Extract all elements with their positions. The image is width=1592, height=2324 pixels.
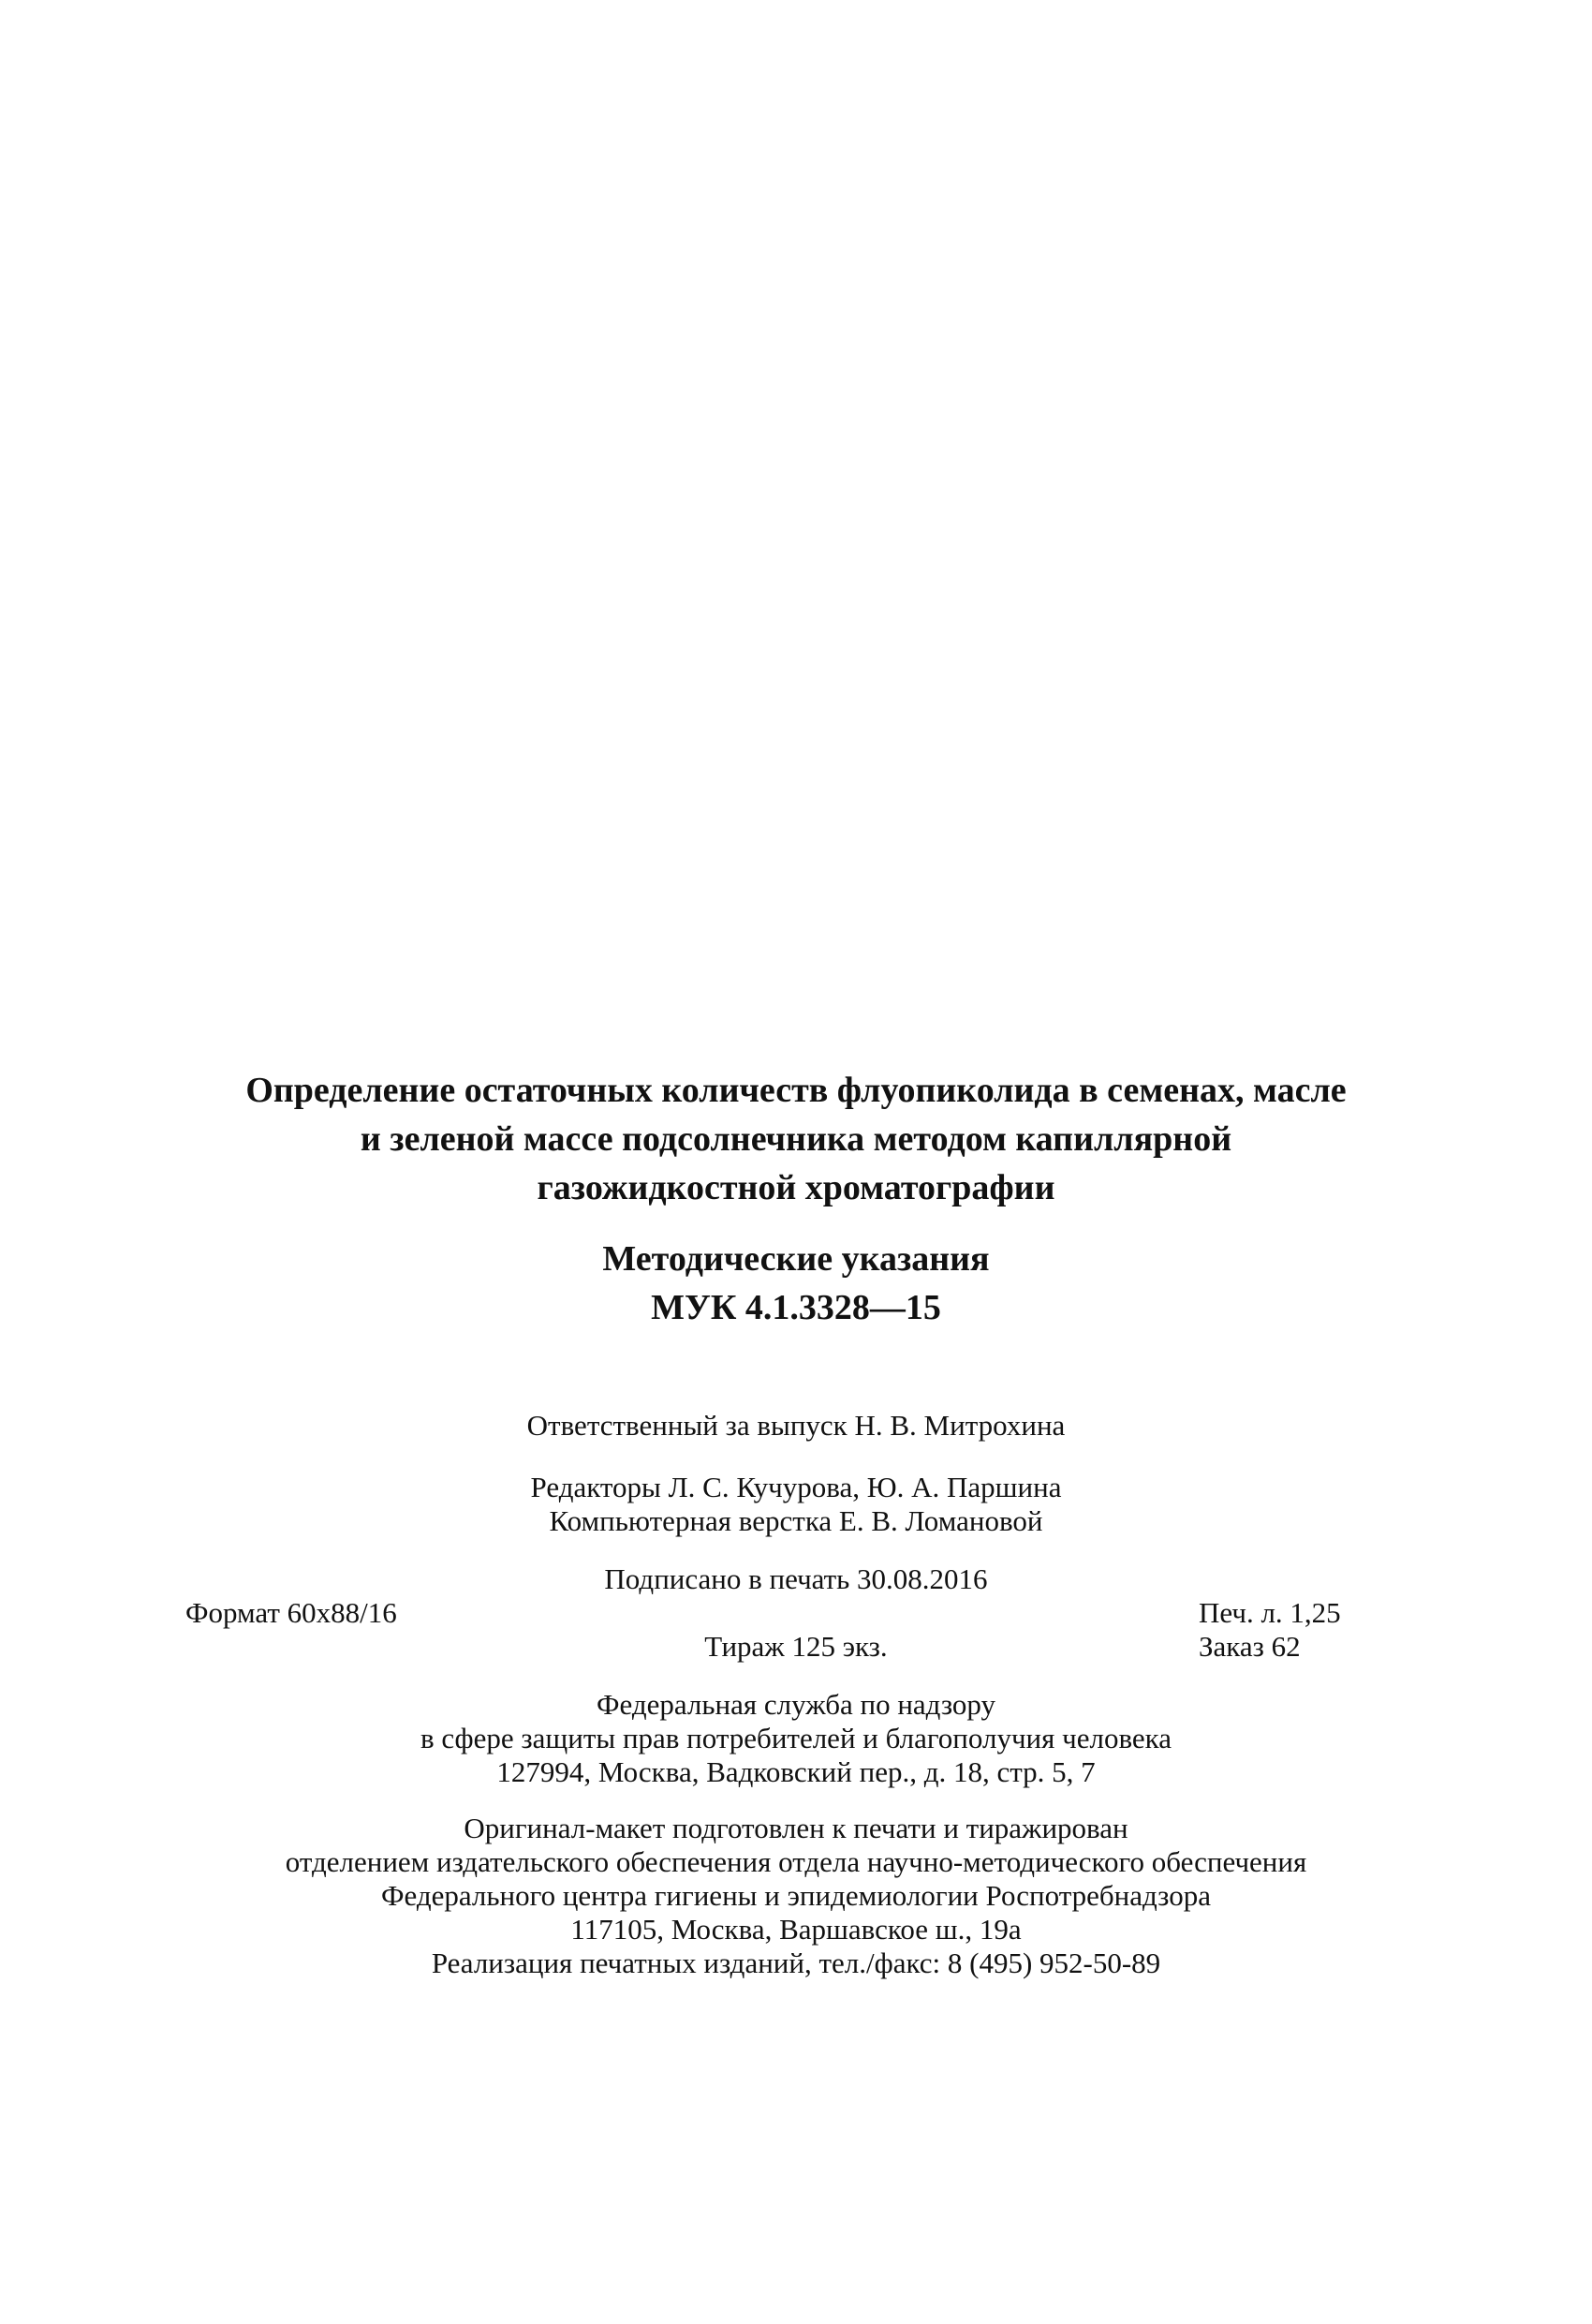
responsible-person: Ответственный за выпуск Н. В. Митрохина [526,1409,1066,1442]
printer-address: 117105, Москва, Варшавское ш., 19а [570,1913,1022,1946]
sales-contact: Реализация печатных изданий, тел./факс: 8 (495) 952-50-89 [431,1947,1161,1979]
printer-line: Оригинал-макет подготовлен к печати и тиражирован [464,1812,1128,1844]
publisher-address: 127994, Москва, Вадковский пер., д. 18, стр. 5, 7 [496,1755,1096,1788]
paper-format: Формат 60x88/16 [185,1596,397,1629]
printer-line: отделением издательского обеспечения отдела научно-методического обеспечения [285,1845,1307,1878]
document-type-name: Методические указания [602,1239,990,1279]
title-line: и зеленой массе подсолнечника методом капиллярной [360,1119,1232,1159]
layout-credit: Компьютерная верстка Е. В. Ломановой [549,1504,1043,1537]
circulation: Тираж 125 экз. [704,1630,888,1663]
printed-sheets: Печ. л. 1,25 [1199,1596,1341,1629]
editors: Редакторы Л. С. Кучурова, Ю. А. Паршина [530,1471,1062,1503]
title-line: газожидкостной хроматографии [537,1168,1055,1207]
publisher-line: в сфере защиты прав потребителей и благополучия человека [420,1722,1172,1754]
document-type [140,1235,1452,1332]
title-line: Определение остаточных количеств флуопиколида в семенах, масле [245,1071,1347,1110]
document-code: МУК 4.1.3328—15 [651,1288,941,1327]
publisher-line: Федеральная служба по надзору [597,1688,995,1721]
signed-to-print: Подписано в печать 30.08.2016 [604,1562,988,1595]
printer-line: Федерального центра гигиены и эпидемиологии Роспотребнадзора [381,1879,1211,1912]
document-title [140,1066,1452,1212]
order-number: Заказ 62 [1199,1630,1301,1663]
